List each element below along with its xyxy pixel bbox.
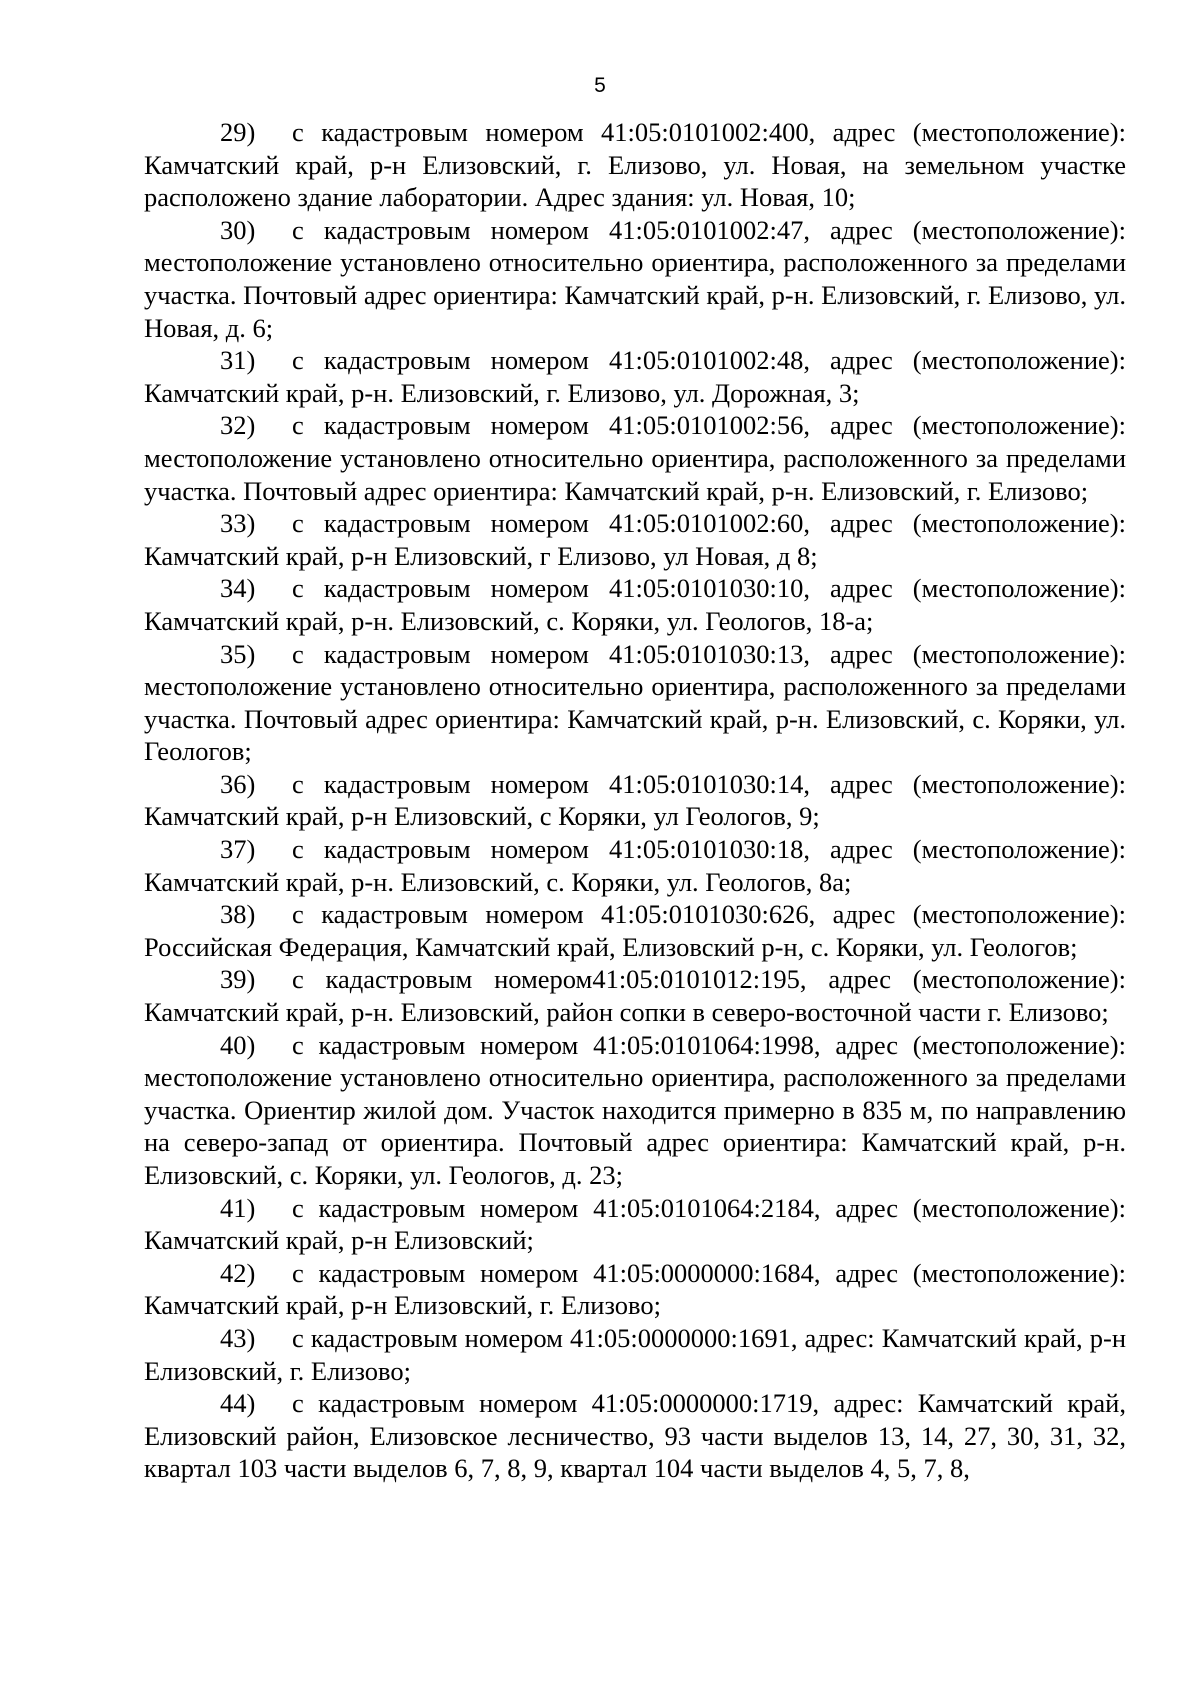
- item-text: с кадастровым номером 41:05:0101002:48, адрес (местоположение): Камчатский край, р-н. Елизовский, г. Елизово, ул. Дорожная, 3;: [144, 345, 1126, 408]
- item-text: с кадастровым номером 41:05:0000000:1684, адрес (местоположение): Камчатский край, р-н Елизовский, г. Елизово;: [144, 1257, 1126, 1321]
- item-text: с кадастровым номером 41:05:0101064:1998, адрес (местоположение): местоположение установлено относительно ориентира, расположенного за пределами участка. Ориентир жилой дом. Участок находится примерно в 835 м, по направлению на северо-запад от ориентира. Почтовый адрес ориентира: Камчатский край, р-н. Елизовский, с. Коряки, ул. Геологов, д. 23;: [144, 1029, 1126, 1190]
- page-number: 5: [594, 74, 606, 97]
- list-item: [144, 214, 1126, 344]
- item-number: 29): [220, 117, 256, 147]
- item-number: 33): [220, 508, 256, 539]
- item-number: 31): [220, 345, 256, 376]
- item-text: с кадастровым номером41:05:0101012:195, адрес (местоположение): Камчатский край, р-н. Елизовский, район сопки в северо-восточной части г. Елизово;: [144, 964, 1126, 1028]
- item-number: 30): [220, 214, 256, 245]
- list-item: [144, 1029, 1126, 1192]
- list-item: [144, 344, 1126, 409]
- item-text: с кадастровым номером 41:05:0101002:56, адрес (местоположение): местоположение установлено относительно ориентира, расположенного за пределами участка. Почтовый адрес ориентира: Камчатский край, р-н. Елизовский, г. Елизово;: [144, 410, 1126, 506]
- item-text: с кадастровым номером 41:05:0000000:1691, адрес: Камчатский край, р-н Елизовский, г. Елизово;: [144, 1322, 1126, 1386]
- list-item: [144, 507, 1126, 572]
- item-number: 44): [220, 1388, 256, 1419]
- item-text: с кадастровым номером 41:05:0101002:400, адрес (местоположение): Камчатский край, р-н Елизовский, г. Елизово, ул. Новая, на земельном участке расположено здание лаборатории. Адрес здания: ул. Новая, 10;: [144, 117, 1126, 213]
- item-number: 36): [220, 768, 256, 799]
- list-item: [144, 638, 1126, 768]
- item-number: 38): [220, 899, 256, 930]
- item-number: 40): [220, 1029, 256, 1060]
- list-item: [144, 572, 1126, 637]
- list-item: [144, 1192, 1126, 1257]
- item-number: 35): [220, 638, 256, 669]
- item-text: с кадастровым номером 41:05:0101030:18, адрес (местоположение): Камчатский край, р-н. Елизовский, с. Коряки, ул. Геологов, 8а;: [144, 834, 1126, 897]
- item-number: 42): [220, 1257, 256, 1288]
- item-number: 39): [220, 964, 256, 995]
- list-item: [144, 409, 1126, 507]
- document-body: [144, 116, 1126, 1485]
- list-item: [144, 833, 1126, 898]
- item-number: 34): [220, 573, 256, 604]
- list-item: [144, 1387, 1126, 1485]
- item-number: 37): [220, 834, 256, 865]
- list-item: [144, 1257, 1126, 1322]
- list-item: [144, 768, 1126, 833]
- item-text: с кадастровым номером 41:05:0101064:2184, адрес (местоположение): Камчатский край, р-н Елизовский;: [144, 1192, 1126, 1256]
- list-item: [144, 1322, 1126, 1387]
- item-text: с кадастровым номером 41:05:0101030:626, адрес (местоположение): Российская Федерация, Камчатский край, Елизовский р-н, с. Коряки, ул. Геологов;: [144, 899, 1126, 962]
- item-text: с кадастровым номером 41:05:0101002:47, адрес (местоположение): местоположение установлено относительно ориентира, расположенного за пределами участка. Почтовый адрес ориентира: Камчатский край, р-н. Елизовский, г. Елизово, ул. Новая, д. 6;: [144, 214, 1126, 343]
- list-item: [144, 116, 1126, 214]
- item-text: с кадастровым номером 41:05:0101030:13, адрес (местоположение): местоположение установлено относительно ориентира, расположенного за пределами участка. Почтовый адрес ориентира: Камчатский край, р-н. Елизовский, с. Коряки, ул. Геологов;: [144, 638, 1126, 767]
- list-item: [144, 963, 1126, 1028]
- item-number: 43): [220, 1322, 256, 1353]
- item-number: 41): [220, 1192, 256, 1223]
- item-text: с кадастровым номером 41:05:0101002:60, адрес (местоположение): Камчатский край, р-н Елизовский, г Елизово, ул Новая, д 8;: [144, 508, 1126, 571]
- list-item: [144, 898, 1126, 963]
- item-text: с кадастровым номером 41:05:0000000:1719, адрес: Камчатский край, Елизовский район, Елизовское лесничество, 93 части выделов 13, 14, 27, 30, 31, 32, квартал 103 части выделов 6, 7, 8, 9, квартал 104 части выделов 4, 5, 7, 8,: [144, 1388, 1126, 1484]
- item-text: с кадастровым номером 41:05:0101030:10, адрес (местоположение): Камчатский край, р-н. Елизовский, с. Коряки, ул. Геологов, 18-а;: [144, 573, 1126, 636]
- item-text: с кадастровым номером 41:05:0101030:14, адрес (местоположение): Камчатский край, р-н Елизовский, с Коряки, ул Геологов, 9;: [144, 768, 1126, 832]
- item-number: 32): [220, 410, 256, 441]
